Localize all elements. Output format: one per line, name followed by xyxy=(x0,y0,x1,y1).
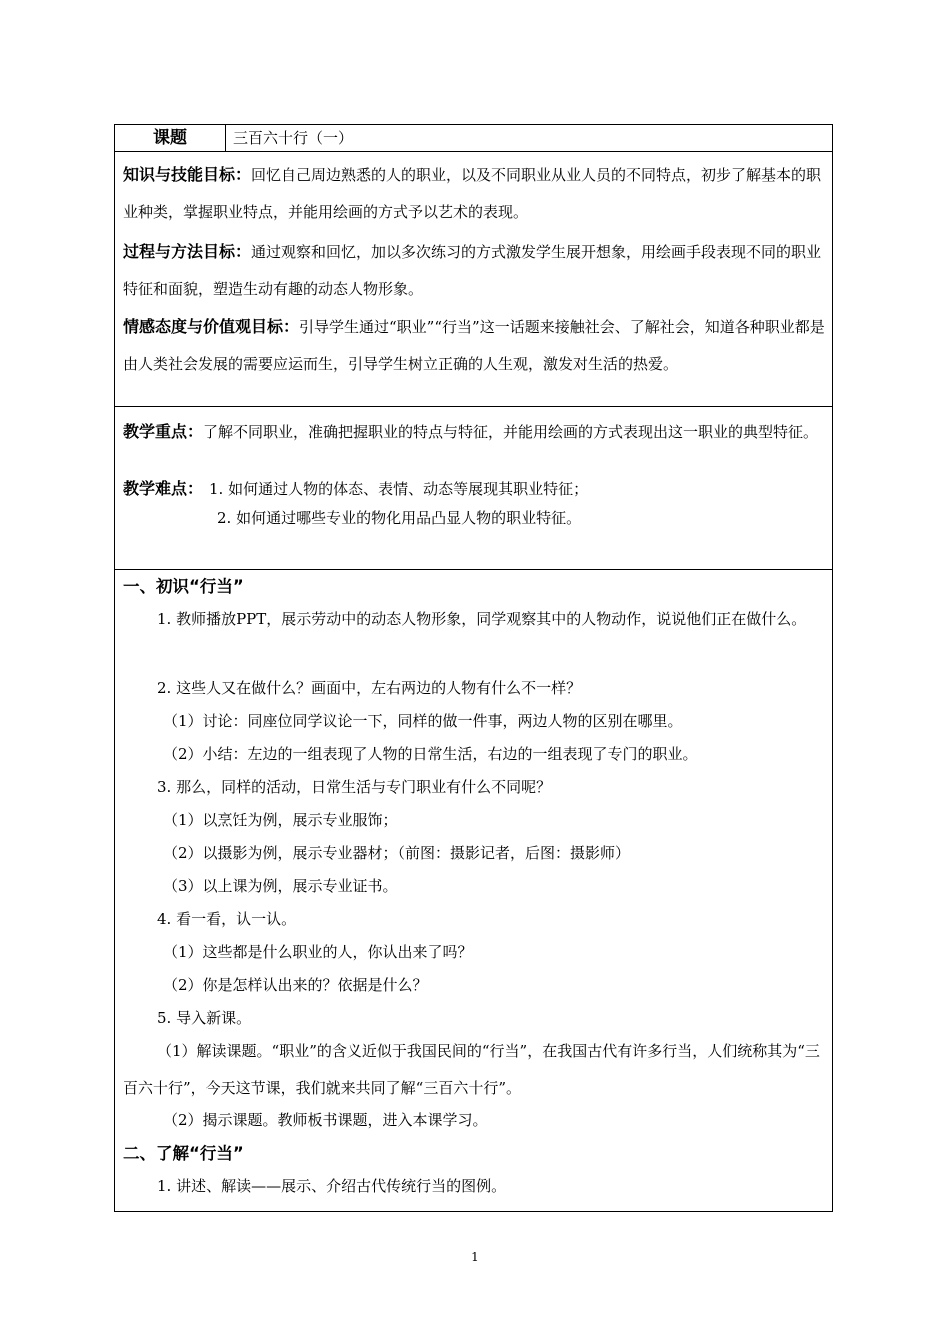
difficulty-item-1: 1. 如何通过人物的体态、表情、动态等展现其职业特征； xyxy=(209,480,589,498)
emotion-goal xyxy=(123,308,827,383)
title-value: 三百六十行（一） xyxy=(233,129,354,147)
s1-item2: 2. 这些人又在做什么？画面中，左右两边的人物有什么不一样？ xyxy=(157,679,582,697)
s1-item5: 5. 导入新课。 xyxy=(157,1009,252,1027)
process-goal-label: 过程与方法目标： xyxy=(123,242,252,261)
s1-item4: 4. 看一看，认一认。 xyxy=(157,910,297,928)
lesson-plan-table xyxy=(114,124,833,1212)
s2-item1: 1. 讲述、解读——展示、介绍古代传统行当的图例。 xyxy=(157,1177,507,1195)
s1-item4-b: （2）你是怎样认出来的？依据是什么？ xyxy=(163,976,428,994)
teaching-focus xyxy=(123,417,827,447)
goals-row xyxy=(115,152,832,407)
teaching-difficulty xyxy=(123,474,827,504)
process-goal xyxy=(123,233,827,308)
s1-item3: 3. 那么，同样的活动，日常生活与专门职业有什么不同呢？ xyxy=(157,778,552,796)
s1-item3-c: （3）以上课为例，展示专业证书。 xyxy=(163,877,398,895)
section1-heading: 一、初识“行当” xyxy=(123,577,244,596)
page-number: 1 xyxy=(471,1250,479,1264)
section2-heading: 二、了解“行当” xyxy=(123,1144,244,1163)
emotion-goal-label: 情感态度与价值观目标： xyxy=(123,317,300,336)
knowledge-goal-label: 知识与技能目标： xyxy=(123,165,252,184)
knowledge-goal xyxy=(123,156,827,231)
title-label: 课题 xyxy=(115,125,226,152)
teaching-focus-label: 教学重点： xyxy=(123,422,204,441)
teaching-focus-text: 了解不同职业，准确把握职业的特点与特征，并能用绘画的方式表现出这一职业的典型特征。 xyxy=(203,423,819,441)
s1-item2-a: （1）讨论：同座位同学议论一下，同样的做一件事，两边人物的区别在哪里。 xyxy=(163,712,683,730)
emotion-goal-text: 引导学生通过“职业”“行当”这一话题来接触社会、了解社会，知道各种职业都是由人类社会发展的需要应运而生，引导学生树立正确的人生观，激发对生活的热爱。 xyxy=(123,318,825,373)
s1-item5-b: （2）揭示课题。教师板书课题，进入本课学习。 xyxy=(163,1111,488,1129)
s1-item2-b: （2）小结：左边的一组表现了人物的日常生活，右边的一组表现了专门的职业。 xyxy=(163,745,698,763)
s1-item1: 1. 教师播放PPT，展示劳动中的动态人物形象，同学观察其中的人物动作，说说他们正在做什么。 xyxy=(157,610,807,628)
key-points-row xyxy=(115,407,832,570)
process-goal-text: 通过观察和回忆，加以多次练习的方式激发学生展开想象，用绘画手段表现不同的职业特征和面貌，塑造生动有趣的动态人物形象。 xyxy=(123,243,822,298)
s1-item3-b: （2）以摄影为例，展示专业器材；（前图：摄影记者，后图：摄影师） xyxy=(163,844,631,862)
difficulty-item-2: 2. 如何通过哪些专业的物化用品凸显人物的职业特征。 xyxy=(217,509,582,527)
s1-item4-a: （1）这些都是什么职业的人，你认出来了吗？ xyxy=(163,943,473,961)
teaching-process-row xyxy=(115,570,832,1213)
s1-item5-a: （1）解读课题。“职业”的含义近似于我国民间的“行当”，在我国古代有许多行当，人们统称其为“三百六十行”，今天这节课，我们就来共同了解“三百六十行”。 xyxy=(123,1042,820,1097)
knowledge-goal-text: 回忆自己周边熟悉的人的职业，以及不同职业从业人员的不同特点，初步了解基本的职业种类，掌握职业特点，并能用绘画的方式予以艺术的表现。 xyxy=(123,166,822,221)
s1-item3-a: （1）以烹饪为例，展示专业服饰； xyxy=(163,811,398,829)
teaching-difficulty-label: 教学难点： xyxy=(123,479,204,498)
title-row xyxy=(115,125,832,152)
